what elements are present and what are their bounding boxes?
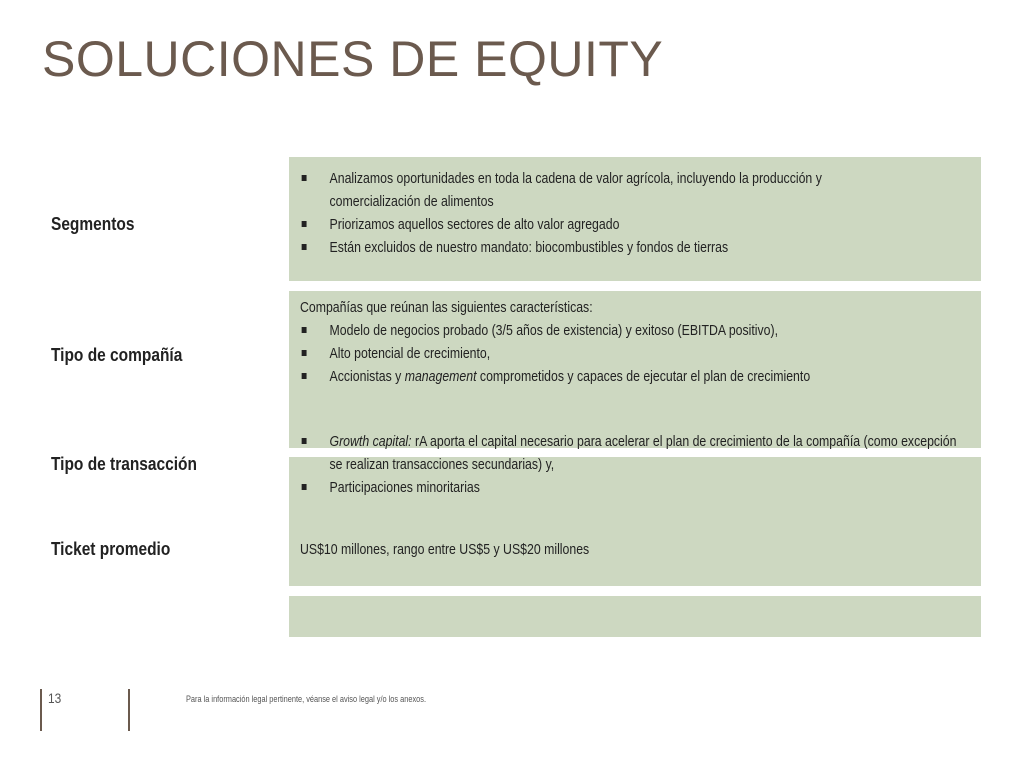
ticket-panel xyxy=(289,596,981,637)
list-item: Alto potencial de crecimiento, xyxy=(300,342,960,365)
list-item: Analizamos oportunidades en toda la cadena de valor agrícola, incluyendo la producción y comercialización de alimentos xyxy=(300,167,890,213)
list-item-text: comprometidos y capaces de ejecutar el plan de crecimiento xyxy=(476,368,811,385)
legal-notice: Para la información legal pertinente, véanse el aviso legal y/o los anexos. xyxy=(186,694,426,704)
footer-divider-left xyxy=(40,689,42,731)
list-item xyxy=(300,365,960,388)
tipo-compania-list xyxy=(300,319,960,388)
segmentos-list xyxy=(300,167,890,259)
segmentos-text xyxy=(300,167,890,259)
list-item-text: Accionistas y xyxy=(329,368,405,385)
tipo-transaccion-text xyxy=(300,430,960,499)
page-title: SOLUCIONES DE EQUITY xyxy=(42,31,664,87)
list-item xyxy=(300,430,960,476)
tipo-compania-intro: Compañías que reúnan las siguientes características: xyxy=(300,299,593,316)
list-item: Modelo de negocios probado (3/5 años de existencia) y exitoso (EBITDA positivo), xyxy=(300,319,960,342)
page-number: 13 xyxy=(48,690,62,706)
list-item: Priorizamos aquellos sectores de alto valor agregado xyxy=(300,213,890,236)
footer-divider-right xyxy=(128,689,130,731)
list-item-emphasis: management xyxy=(404,368,477,385)
ticket-value: US$10 millones, rango entre US$5 y US$20 millones xyxy=(300,541,590,558)
ticket-label: Ticket promedio xyxy=(51,539,171,559)
list-item: Están excluidos de nuestro mandato: biocombustibles y fondos de tierras xyxy=(300,236,890,259)
list-item-text: rA aporta el capital necesario para acelerar el plan de crecimiento de la compañía (como excepción se realizan transacciones secundarias) y, xyxy=(329,433,957,473)
list-item: Participaciones minoritarias xyxy=(300,476,960,499)
segmentos-label: Segmentos xyxy=(51,214,135,234)
tipo-compania-label: Tipo de compañía xyxy=(51,345,183,365)
tipo-compania-text xyxy=(300,296,960,388)
tipo-transaccion-list xyxy=(300,430,960,499)
tipo-transaccion-label: Tipo de transacción xyxy=(51,454,197,474)
list-item-emphasis: Growth capital: xyxy=(329,433,412,450)
